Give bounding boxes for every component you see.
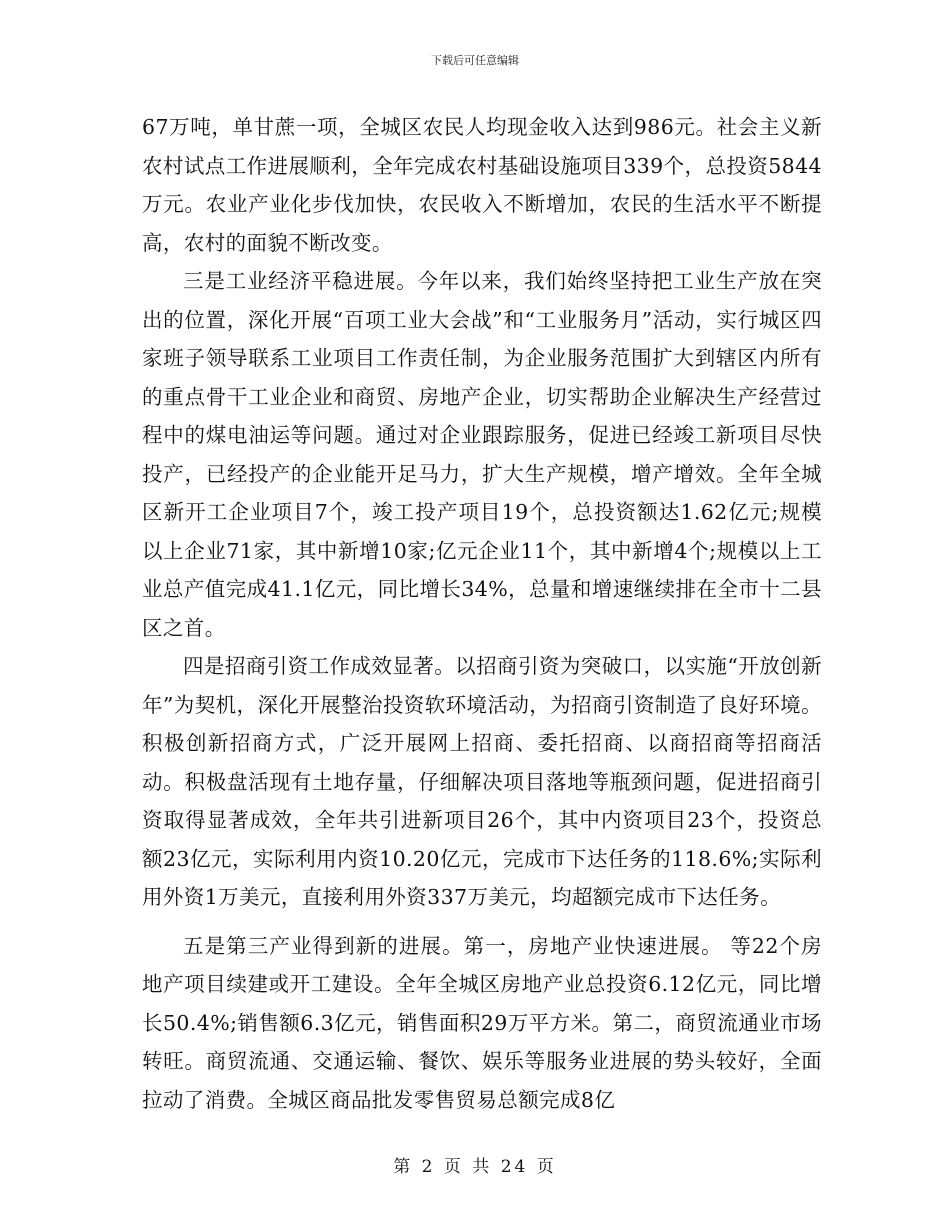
- paragraph-industry: 三是工业经济平稳进展。今年以来，我们始终坚持把工业生产放在突出的位置，深化开展“百项工业大会战”和“工业服务月”活动，实行城区四家班子领导联系工业项目工作责任制，为企业服务范围扩大到辖区内所有的重点骨干工业企业和商贸、房地产企业，切实帮助企业解决生产经营过程中的煤电油运等问题。通过对企业跟踪服务，促进已经竣工新项目尽快投产，已经投产的企业能开足马力，扩大生产规模，增产增效。全年全城区新开工企业项目7个，竣工投产项目19个，总投资额达1.62亿元;规模以上企业71家，其中新增10家;亿元企业11个，其中新增4个;规模以上工业总产值完成41.1亿元，同比增长34%，总量和增速继续排在全市十二县区之首。: [142, 269, 822, 640]
- page-header: 下载后可任意编辑: [431, 54, 519, 67]
- page-footer: 第 2 页 共 24 页: [393, 1157, 557, 1177]
- paragraph-tertiary-industry: 五是第三产业得到新的进展。第一，房地产业快速进展。 等22个房地产项目续建或开工建设。全年全城区房地产业总投资6.12亿元，同比增长50.4%;销售额6.3亿元，销售面积29万平方米。第二，商贸流通业市场转旺。商贸流通、交通运输、餐饮、娱乐等服务业进展的势头较好，全面拉动了消费。全城区商品批发零售贸易总额完成8亿: [142, 933, 822, 1112]
- paragraph-agriculture-continued: 67万吨，单甘蔗一项，全城区农民人均现金收入达到986元。社会主义新农村试点工作进展顺利，全年完成农村基础设施项目339个，总投资5844万元。农业产业化步伐加快，农民收入不断增加，农民的生活水平不断提高，农村的面貌不断改变。: [142, 115, 822, 255]
- document-body: [142, 108, 822, 1119]
- paragraph-investment: 四是招商引资工作成效显著。以招商引资为突破口，以实施“开放创新年”为契机，深化开展整治投资软环境活动，为招商引资制造了良好环境。积极创新招商方式，广泛开展网上招商、委托招商、以商招商等招商活动。积极盘活现有土地存量，仔细解决项目落地等瓶颈问题，促进招商引资取得显著成效，全年共引进新项目26个，其中内资项目23个，投资总额23亿元，实际利用内资10.20亿元，完成市下达任务的118.6%;实际利用外资1万美元，直接利用外资337万美元，均超额完成市下达任务。: [142, 654, 822, 909]
